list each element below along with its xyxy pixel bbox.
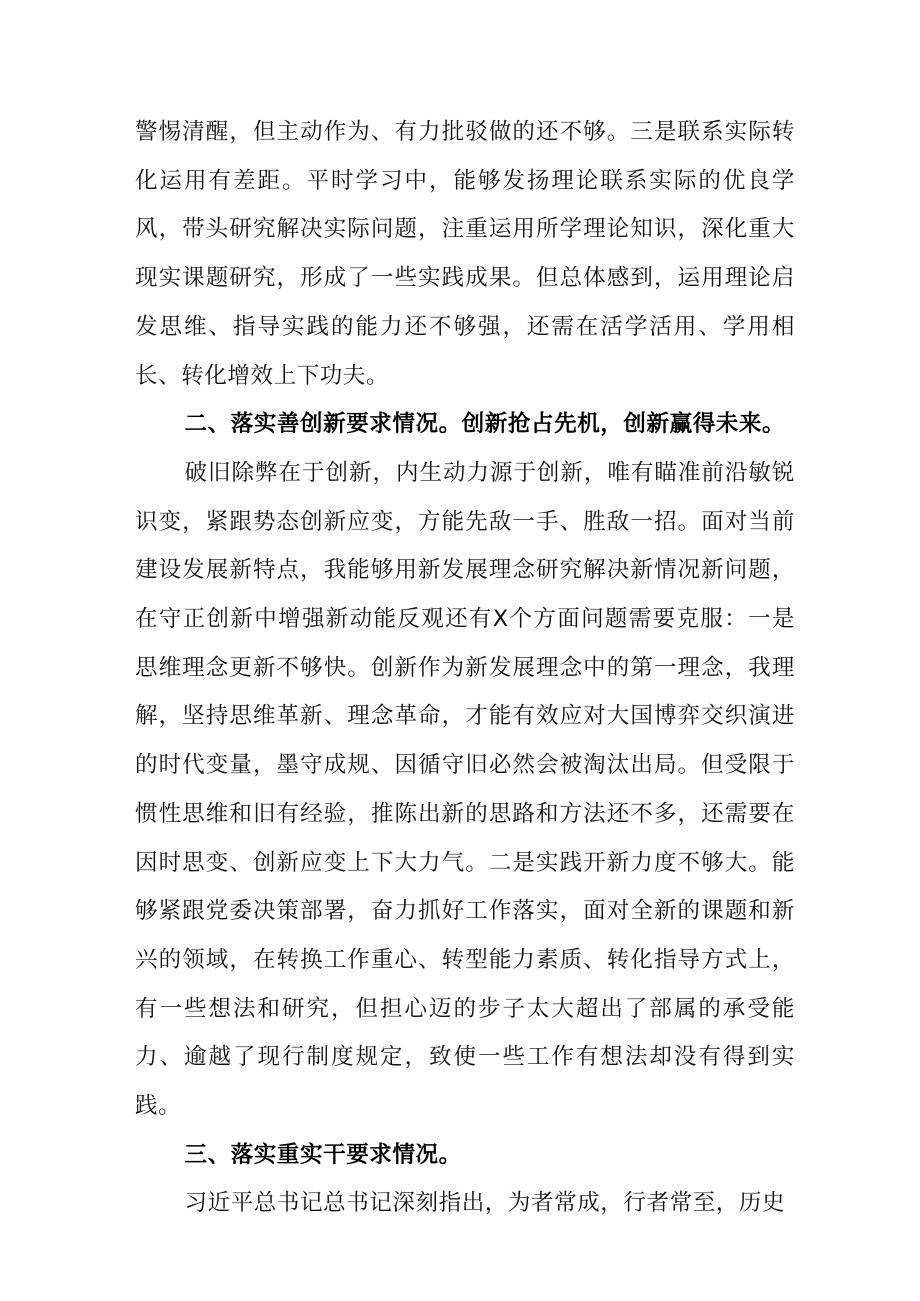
- document-body: [135, 108, 795, 1228]
- section-heading: 三、落实重实干要求情况。: [184, 1141, 462, 1168]
- body-paragraph: 习近平总书记总书记深刻指出，为者常成，行者常至，历史: [184, 1190, 786, 1217]
- body-paragraph: 警惕清醒，但主动作为、有力批驳做的还不够。三是联系实际转化运用有差距。平时学习中，能够发扬理论联系实际的优良学风，带头研究解决实际问题，注重运用所学理论知识，深化重大现实课题研究，形成了一些实践成果。但总体感到，运用理论启发思维、指导实践的能力还不够强，还需在活学活用、学用相长、转化增效上下功夫。: [135, 119, 795, 389]
- section-heading: 二、落实善创新要求情况。创新抢占先机，创新赢得未来。: [184, 411, 786, 438]
- body-paragraph: 破旧除弊在于创新，内生动力源于创新，唯有瞄准前沿敏锐识变，紧跟势态创新应变，方能先敌一手、胜敌一招。面对当前建设发展新特点，我能够用新发展理念研究解决新情况新问题，在守正创新中增强新动能反观还有X个方面问题需要克服：一是思维理念更新不够快。创新作为新发展理念中的第一理念，我理解，坚持思维革新、理念革命，才能有效应对大国博弈交织演进的时代变量，墨守成规、因循守旧必然会被淘汰出局。但受限于惯性思维和旧有经验，推陈出新的思路和方法还不多，还需要在因时思变、创新应变上下大力气。二是实践开新力度不够大。能够紧跟党委决策部署，奋力抓好工作落实，面对全新的课题和新兴的领域，在转换工作重心、转型能力素质、转化指导方式上，有一些想法和研究，但担心迈的步子太大超出了部属的承受能力、逾越了现行制度规定，致使一些工作有想法却没有得到实践。: [135, 459, 795, 1120]
